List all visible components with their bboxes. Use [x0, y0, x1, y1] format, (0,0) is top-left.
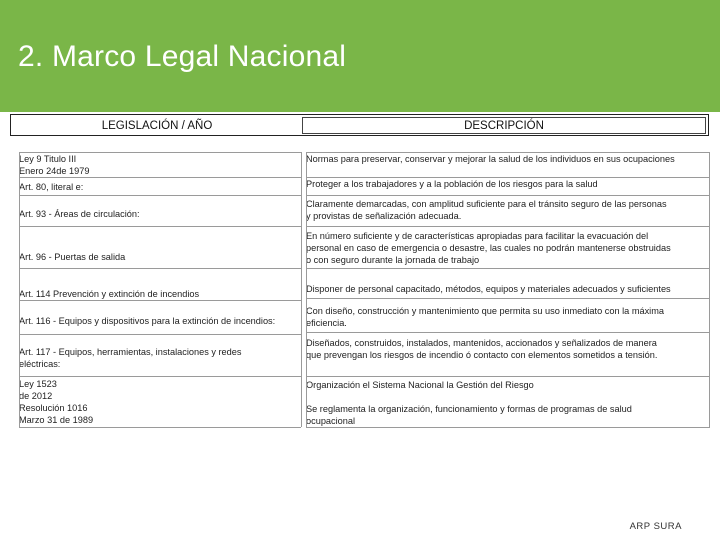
- cell-line: Art. 96 - Puertas de salida: [19, 252, 126, 262]
- column-edge: [301, 152, 302, 427]
- cell-line: o con seguro durante la jornada de trabajo: [306, 255, 480, 265]
- table-row-descripcion: [306, 305, 710, 329]
- cell-line: Organización el Sistema Nacional la Gestión del Riesgo: [306, 380, 534, 390]
- table-row-descripcion: [306, 283, 710, 295]
- cell-line: Resolución 1016: [19, 403, 88, 413]
- cell-line: Enero 24de 1979: [19, 166, 90, 176]
- row-divider: [19, 376, 301, 377]
- table-row-descripcion: [306, 337, 710, 361]
- table-row-legislacion: [19, 153, 301, 177]
- footer-brand: ARP SURA: [629, 521, 682, 532]
- cell-line: Proteger a los trabajadores y a la población de los riesgos para la salud: [306, 179, 598, 189]
- table-row-legislacion: [19, 208, 301, 220]
- row-divider: [19, 334, 301, 335]
- cell-line: de 2012: [19, 391, 53, 401]
- column-edge: [19, 152, 20, 427]
- title-bar: [0, 0, 720, 112]
- row-divider: [306, 376, 710, 377]
- cell-line: Art. 80, literal e:: [19, 182, 84, 192]
- slide-title: 2. Marco Legal Nacional: [18, 40, 347, 73]
- cell-line: Ley 9 Titulo III: [19, 154, 77, 164]
- table-row-legislacion: [19, 315, 301, 327]
- cell-line: Art. 117 - Equipos, herramientas, instalaciones y redes: [19, 347, 242, 357]
- row-divider: [19, 177, 301, 178]
- cell-line: eléctricas:: [19, 359, 61, 369]
- header-descripcion: DESCRIPCIÓN: [302, 117, 706, 134]
- table-row-descripcion: [306, 153, 710, 165]
- header-legislacion: LEGISLACIÓN / AÑO: [101, 120, 213, 132]
- cell-line: Disponer de personal capacitado, métodos, equipos y materiales adecuados y suficientes: [306, 284, 671, 294]
- row-divider: [306, 268, 710, 269]
- cell-line: que prevengan los riesgos de incendio ó contacto con elementos sometidos a tensión.: [306, 350, 658, 360]
- table-row-descripcion: [306, 178, 710, 190]
- row-divider: [306, 427, 710, 428]
- column-edge: [306, 152, 307, 427]
- cell-line: Art. 93 - Áreas de circulación:: [19, 209, 140, 219]
- row-divider: [306, 226, 710, 227]
- table-row-descripcion: [306, 403, 710, 427]
- cell-line: Normas para preservar, conservar y mejorar la salud de los individuos en sus ocupaciones: [306, 154, 675, 164]
- cell-line: En número suficiente y de características apropiadas para facilitar la evacuación del: [306, 231, 649, 241]
- cell-line: Con diseño, construcción y mantenimiento que permita su uso inmediato con la máxima: [306, 306, 664, 316]
- table-row-descripcion: [306, 379, 710, 391]
- table-row-legislacion: [19, 402, 301, 426]
- cell-line: Diseñados, construidos, instalados, mantenidos, accionados y señalizados de manera: [306, 338, 657, 348]
- row-divider: [306, 195, 710, 196]
- cell-line: Art. 116 - Equipos y dispositivos para la extinción de incendios:: [19, 316, 276, 326]
- cell-line: Art. 114 Prevención y extinción de incendios: [19, 289, 200, 299]
- cell-line: ocupacional: [306, 416, 356, 426]
- row-divider: [19, 300, 301, 301]
- table-header: [10, 114, 709, 136]
- cell-line: Marzo 31 de 1989: [19, 415, 94, 425]
- table-row-legislacion: [19, 251, 301, 263]
- cell-line: Se reglamenta la organización, funcionamiento y formas de programas de salud: [306, 404, 632, 414]
- table-row-legislacion: [19, 288, 301, 300]
- row-divider: [306, 332, 710, 333]
- row-divider: [19, 195, 301, 196]
- cell-line: personal en caso de emergencia o desastre, las cuales no podrán mantenerse obstruidas: [306, 243, 671, 253]
- column-edge: [709, 152, 710, 427]
- row-divider: [19, 268, 301, 269]
- row-divider: [306, 298, 710, 299]
- cell-line: Ley 1523: [19, 379, 57, 389]
- cell-line: y provistas de señalización adecuada.: [306, 211, 462, 221]
- row-divider: [19, 427, 301, 428]
- table-row-descripcion: [306, 198, 710, 222]
- cell-line: eficiencia.: [306, 318, 347, 328]
- table-row-legislacion: [19, 378, 301, 402]
- table-row-descripcion: [306, 230, 710, 266]
- table-row-legislacion: [19, 346, 301, 370]
- cell-line: Claramente demarcadas, con amplitud suficiente para el tránsito seguro de las personas: [306, 199, 667, 209]
- table-row-legislacion: [19, 181, 301, 193]
- row-divider: [19, 226, 301, 227]
